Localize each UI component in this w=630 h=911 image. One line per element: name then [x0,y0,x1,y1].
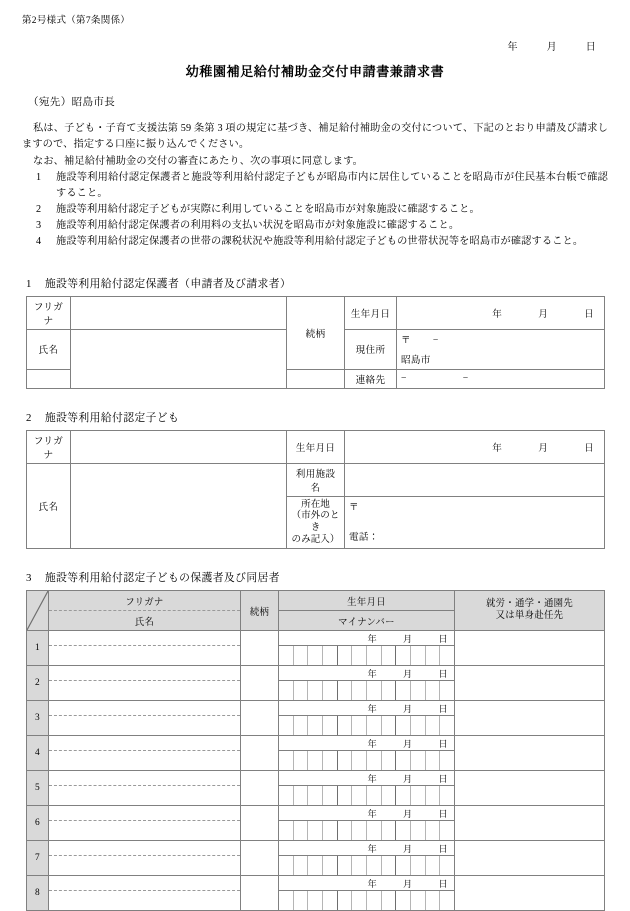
input-workplace[interactable] [455,631,605,666]
birthdate-year-label: 年 [367,739,377,750]
phone-label: 電話： [349,531,379,543]
header-date-line [22,38,608,53]
table-row [27,876,605,891]
header-workplace-line2: 又は単身赴任先 [495,610,564,621]
table-row [27,666,605,681]
mynumber-box[interactable] [294,751,309,770]
input-mynumber[interactable] [279,856,455,876]
mynumber-box[interactable] [396,786,411,805]
birthdate-year-label: 年 [367,669,377,680]
consent-item [22,202,608,218]
section-3-number: 3 [26,572,32,585]
mynumber-box[interactable] [323,716,338,735]
birthdate-day-label: 日 [438,669,448,680]
birthdate-year-label: 年 [367,809,377,820]
input-name[interactable] [49,786,241,806]
mynumber-box[interactable] [352,681,367,700]
table-row [27,463,605,496]
header-relation: 続柄 [241,591,279,631]
body-paragraph-1: 私は、子ども・子育て支援法第 59 条第 3 項の規定に基づき、補足給付補助金の交付について、下記のとおり申請及び請求しますので、指定する口座に振り込んでください。 [22,123,608,150]
consent-item-text: 施設等利用給付認定保護者の利用料の支払い状況を昭島市が対象施設に確認すること。 [56,219,460,231]
body-paragraph-2: なお、補足給付補助金の交付の審査にあたり、次の事項に同意します。 [33,155,363,167]
row-number: 5 [27,771,49,806]
label-relation: 続柄 [287,296,345,369]
mynumber-box[interactable] [367,891,382,910]
mynumber-box[interactable] [411,751,426,770]
input-location[interactable] [345,496,605,549]
mynumber-box[interactable] [411,716,426,735]
birthdate-year-label: 年 [367,634,377,645]
mynumber-box[interactable] [279,751,294,770]
mynumber-box[interactable] [367,856,382,875]
mynumber-box[interactable] [323,786,338,805]
mynumber-grid [279,786,454,805]
mynumber-box[interactable] [426,716,441,735]
consent-item-text: 施設等利用給付認定保護者の世帯の課税状況や施設等利用給付認定子どもの世帯状況等を昭島市が確認すること。 [56,235,584,247]
input-workplace[interactable] [455,771,605,806]
consent-item-number: 3 [36,219,42,231]
input-birthdate[interactable] [279,876,455,891]
mynumber-box[interactable] [279,891,294,910]
mynumber-box[interactable] [426,786,441,805]
mynumber-grid [279,716,454,735]
table-row [27,631,605,646]
mynumber-box[interactable] [323,891,338,910]
birthdate-day-label: 日 [584,442,594,454]
mynumber-box[interactable] [426,821,441,840]
birthdate-month-label: 月 [403,634,413,645]
mynumber-box[interactable] [440,821,454,840]
table-row [27,296,605,329]
mynumber-box[interactable] [382,681,397,700]
birthdate-month-label: 月 [403,739,413,750]
consent-item-text: 施設等利用給付認定保護者と施設等利用給付認定子どもが昭島市内に居住していることを昭島市が住民基本台帳で確認すること。 [56,172,608,200]
mynumber-box[interactable] [308,891,323,910]
birthdate-day-label: 日 [438,774,448,785]
input-mynumber[interactable] [279,786,455,806]
input-furigana[interactable] [71,296,287,329]
input-workplace[interactable] [455,736,605,771]
header-birthdate: 生年月日 [279,591,455,611]
mynumber-box[interactable] [382,891,397,910]
section-1-number: 1 [26,277,32,290]
corner-slash-cell [27,591,49,631]
input-mynumber[interactable] [279,751,455,771]
birthdate-month-label: 月 [403,774,413,785]
mynumber-box[interactable] [338,786,353,805]
mynumber-box[interactable] [294,646,309,665]
consent-item-number: 2 [36,204,42,216]
row-number: 7 [27,841,49,876]
mynumber-box[interactable] [396,716,411,735]
postal-mark: 〒 [401,334,411,346]
mynumber-grid [279,856,454,875]
input-workplace[interactable] [455,876,605,911]
input-name[interactable] [49,856,241,876]
mynumber-box[interactable] [411,891,426,910]
mynumber-box[interactable] [308,751,323,770]
mynumber-box[interactable] [382,821,397,840]
mynumber-box[interactable] [382,716,397,735]
input-name[interactable] [49,891,241,911]
section-3-table [26,590,605,911]
header-date-day: 日 [585,42,596,53]
mynumber-box[interactable] [352,646,367,665]
mynumber-box[interactable] [396,646,411,665]
input-workplace[interactable] [455,841,605,876]
mynumber-box[interactable] [426,646,441,665]
contact-dash-1: − [401,373,407,384]
mynumber-box[interactable] [440,716,454,735]
label-location-line1: 所在地 [301,498,330,510]
input-relation[interactable] [241,666,279,701]
input-relation[interactable] [241,876,279,911]
input-name[interactable] [49,646,241,666]
mynumber-box[interactable] [411,821,426,840]
mynumber-grid [279,681,454,700]
mynumber-box[interactable] [396,821,411,840]
mynumber-box[interactable] [279,716,294,735]
section-2-number: 2 [26,411,32,424]
input-furigana[interactable] [71,430,287,463]
mynumber-grid [279,646,454,665]
mynumber-box[interactable] [323,856,338,875]
header-date-year: 年 [507,42,518,53]
consent-list [22,170,608,249]
input-furigana[interactable] [49,666,241,681]
mynumber-box[interactable] [440,646,454,665]
section-2 [22,410,608,550]
row-number: 4 [27,736,49,771]
input-birthdate[interactable] [279,666,455,681]
header-mynumber: マイナンバー [279,611,455,631]
mynumber-box[interactable] [396,681,411,700]
input-furigana[interactable] [49,701,241,716]
input-furigana[interactable] [49,841,241,856]
mynumber-box[interactable] [308,681,323,700]
diagonal-slash-icon [27,591,48,630]
input-workplace[interactable] [455,701,605,736]
row-number: 8 [27,876,49,911]
mynumber-box[interactable] [279,786,294,805]
table-row [27,806,605,821]
mynumber-box[interactable] [294,681,309,700]
input-name[interactable] [49,751,241,771]
row-number: 1 [27,631,49,666]
section-3-title: 施設等利用給付認定子どもの保護者及び同居者 [44,572,280,585]
input-birthdate[interactable] [345,430,605,463]
mynumber-box[interactable] [352,821,367,840]
input-mynumber[interactable] [279,891,455,911]
label-location [287,496,345,549]
birthdate-month-label: 月 [538,308,549,320]
postal-dash: − [432,334,439,346]
input-contact[interactable] [397,369,605,388]
mynumber-box[interactable] [440,681,454,700]
label-address: 現住所 [345,329,397,369]
label-birthdate: 生年月日 [345,296,397,329]
birthdate-month-label: 月 [403,704,413,715]
section-3 [22,570,608,911]
mynumber-box[interactable] [294,856,309,875]
input-birthdate[interactable] [279,701,455,716]
section-1 [22,276,608,389]
label-relation-spacer [287,369,345,388]
mynumber-box[interactable] [367,821,382,840]
mynumber-box[interactable] [279,821,294,840]
mynumber-box[interactable] [323,646,338,665]
mynumber-box[interactable] [352,716,367,735]
mynumber-box[interactable] [294,716,309,735]
mynumber-box[interactable] [367,646,382,665]
mynumber-box[interactable] [279,646,294,665]
addressee: （宛先）昭島市長 [28,97,116,108]
mynumber-box[interactable] [382,856,397,875]
input-birthdate[interactable] [279,841,455,856]
mynumber-box[interactable] [382,751,397,770]
input-birthdate[interactable] [279,631,455,646]
birthdate-year-label: 年 [492,308,503,320]
input-furigana[interactable] [49,806,241,821]
mynumber-grid [279,821,454,840]
mynumber-box[interactable] [279,856,294,875]
mynumber-box[interactable] [294,891,309,910]
mynumber-box[interactable] [338,751,353,770]
section-2-heading [22,410,608,425]
input-relation[interactable] [241,631,279,666]
birthdate-month-label: 月 [538,442,549,454]
mynumber-box[interactable] [367,751,382,770]
mynumber-box[interactable] [396,856,411,875]
input-relation[interactable] [241,771,279,806]
consent-item-number: 1 [36,172,42,184]
mynumber-box[interactable] [396,891,411,910]
mynumber-box[interactable] [411,786,426,805]
input-name[interactable] [71,329,287,388]
birthdate-year-label: 年 [367,844,377,855]
birthdate-day-label: 日 [584,308,594,320]
mynumber-box[interactable] [440,856,454,875]
mynumber-box[interactable] [352,786,367,805]
input-furigana[interactable] [49,631,241,646]
mynumber-box[interactable] [308,856,323,875]
birthdate-year-label: 年 [367,704,377,715]
row-number: 6 [27,806,49,841]
label-facility: 利用施設名 [287,463,345,496]
input-furigana[interactable] [49,876,241,891]
input-address[interactable] [397,329,605,369]
row-number: 3 [27,701,49,736]
label-location-line2: （市外のとき [291,510,340,534]
input-mynumber[interactable] [279,716,455,736]
input-birthdate[interactable] [397,296,605,329]
input-name[interactable] [49,681,241,701]
mynumber-box[interactable] [367,716,382,735]
section-1-table [26,296,605,389]
mynumber-box[interactable] [338,856,353,875]
mynumber-grid [279,751,454,770]
birthdate-day-label: 日 [438,809,448,820]
mynumber-box[interactable] [411,646,426,665]
header-name: 氏名 [49,611,241,631]
mynumber-box[interactable] [279,681,294,700]
input-mynumber[interactable] [279,646,455,666]
input-relation[interactable] [241,736,279,771]
input-facility[interactable] [345,463,605,496]
input-name[interactable] [71,463,287,549]
input-mynumber[interactable] [279,821,455,841]
label-name-spacer [27,369,71,388]
birthdate-month-label: 月 [403,844,413,855]
mynumber-box[interactable] [308,716,323,735]
mynumber-box[interactable] [338,681,353,700]
label-furigana: フリガナ [27,430,71,463]
section-3-heading [22,570,608,585]
label-contact: 連絡先 [345,369,397,388]
mynumber-box[interactable] [426,856,441,875]
table-row [27,701,605,716]
mynumber-box[interactable] [426,681,441,700]
birthdate-year-label: 年 [367,774,377,785]
birthdate-day-label: 日 [438,844,448,855]
mynumber-box[interactable] [440,891,454,910]
consent-item-number: 4 [36,235,42,247]
input-furigana[interactable] [49,736,241,751]
consent-item-text: 施設等利用給付認定子どもが実際に利用していることを昭島市が対象施設に確認すること。 [56,204,480,216]
input-birthdate[interactable] [279,806,455,821]
mynumber-box[interactable] [338,891,353,910]
birthdate-year-label: 年 [492,442,503,454]
mynumber-box[interactable] [352,856,367,875]
birthdate-day-label: 日 [438,879,448,890]
mynumber-box[interactable] [426,891,441,910]
birthdate-day-label: 日 [438,704,448,715]
label-name: 氏名 [27,463,71,549]
label-location-line3: のみ記入） [291,534,340,546]
mynumber-box[interactable] [440,786,454,805]
label-furigana: フリガナ [27,296,71,329]
table-row [27,430,605,463]
table-header-row [27,591,605,611]
row-number: 2 [27,666,49,701]
mynumber-box[interactable] [338,646,353,665]
birthdate-month-label: 月 [403,879,413,890]
mynumber-box[interactable] [308,646,323,665]
consent-item [22,234,608,250]
birthdate-year-label: 年 [367,879,377,890]
mynumber-box[interactable] [382,786,397,805]
mynumber-box[interactable] [411,681,426,700]
input-relation[interactable] [241,806,279,841]
mynumber-box[interactable] [382,646,397,665]
contact-dash-2: − [462,373,469,384]
section-1-title: 施設等利用給付認定保護者（申請者及び請求者） [44,277,292,290]
table-row [27,736,605,751]
birthdate-month-label: 月 [403,809,413,820]
input-workplace[interactable] [455,666,605,701]
input-workplace[interactable] [455,806,605,841]
birthdate-day-label: 日 [438,634,448,645]
mynumber-box[interactable] [367,681,382,700]
mynumber-box[interactable] [294,786,309,805]
header-date-month: 月 [546,42,557,53]
document-title: 幼稚園補足給付補助金交付申請書兼請求書 [185,64,445,79]
input-relation[interactable] [241,841,279,876]
mynumber-box[interactable] [338,716,353,735]
birthdate-day-label: 日 [438,739,448,750]
input-mynumber[interactable] [279,681,455,701]
mynumber-box[interactable] [440,751,454,770]
table-row [27,841,605,856]
consent-item [22,170,608,202]
mynumber-box[interactable] [352,751,367,770]
form-code: 第2号様式（第7条関係） [22,16,131,26]
table-row [27,771,605,786]
input-relation[interactable] [241,701,279,736]
header-furigana: フリガナ [49,591,241,611]
section-2-table [26,430,605,550]
postal-mark: 〒 [349,501,359,513]
mynumber-box[interactable] [323,681,338,700]
mynumber-grid [279,891,454,910]
input-name[interactable] [49,821,241,841]
input-birthdate[interactable] [279,736,455,751]
label-birthdate: 生年月日 [287,430,345,463]
mynumber-box[interactable] [323,821,338,840]
header-workplace-line1: 就労・通学・通園先 [485,599,574,610]
birthdate-month-label: 月 [403,669,413,680]
consent-item [22,218,608,234]
mynumber-box[interactable] [338,821,353,840]
input-furigana[interactable] [49,771,241,786]
mynumber-box[interactable] [352,891,367,910]
section-1-heading [22,276,608,291]
input-birthdate[interactable] [279,771,455,786]
mynumber-box[interactable] [411,856,426,875]
mynumber-box[interactable] [294,821,309,840]
mynumber-box[interactable] [308,786,323,805]
input-name[interactable] [49,716,241,736]
label-name: 氏名 [27,329,71,369]
section-2-title: 施設等利用給付認定子ども [44,411,180,424]
mynumber-box[interactable] [396,751,411,770]
mynumber-box[interactable] [323,751,338,770]
address-city-prefix: 昭島市 [401,354,431,366]
mynumber-box[interactable] [308,821,323,840]
mynumber-box[interactable] [426,751,441,770]
header-workplace [455,591,605,631]
mynumber-box[interactable] [367,786,382,805]
